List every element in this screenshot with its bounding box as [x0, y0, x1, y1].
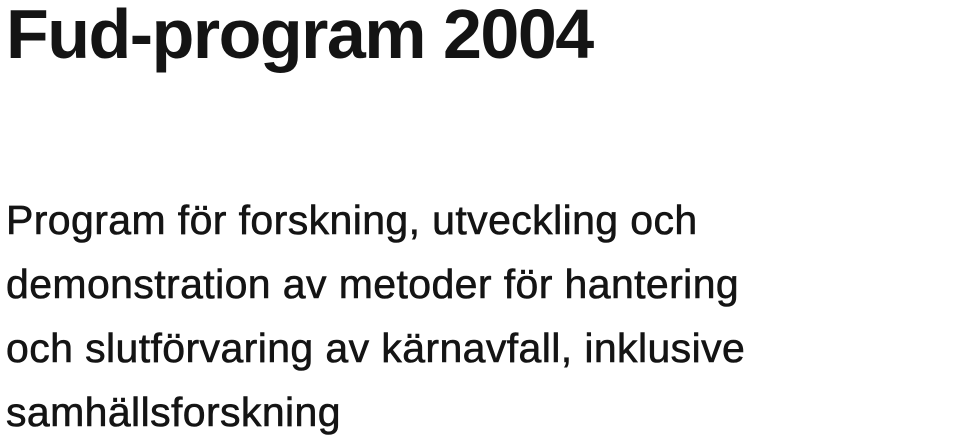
subtitle-line: samhällsforskning	[6, 389, 341, 435]
subtitle-line: och slutförvaring av kärnavfall, inklusive	[6, 325, 746, 371]
document-title: Fud-program 2004	[6, 0, 593, 73]
document-subtitle	[6, 188, 956, 444]
subtitle-line: Program för forskning, utveckling och	[6, 197, 698, 243]
subtitle-line: demonstration av metoder för hantering	[6, 261, 740, 307]
